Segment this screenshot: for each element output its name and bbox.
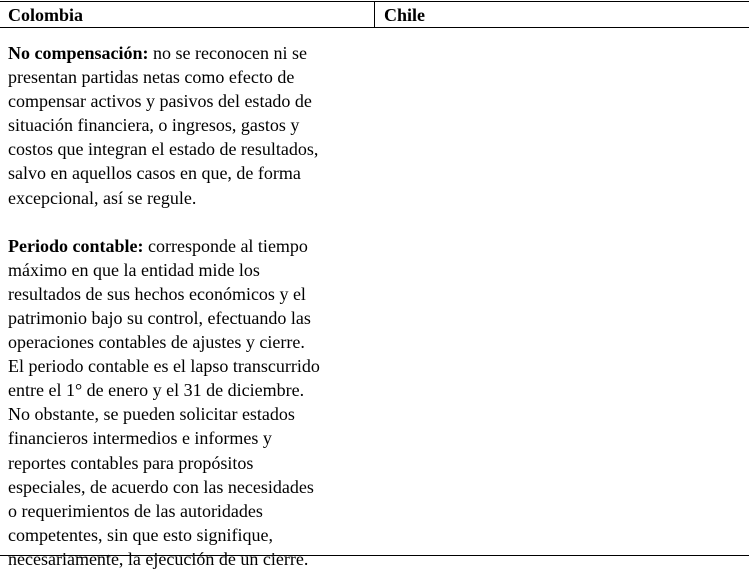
text-line: El periodo contable es el lapso transcurrido: [8, 356, 320, 377]
text-line: competentes, sin que esto signifique,: [8, 524, 273, 545]
text-line: [8, 234, 368, 258]
text-line: costos que integran el estado de resultados,: [8, 139, 319, 160]
text-line: patrimonio bajo su control, efectuando las: [8, 307, 311, 328]
text-line: o requerimientos de las autoridades: [8, 500, 263, 521]
text-line: especiales, de acuerdo con las necesidades: [8, 476, 314, 497]
text-line: resultados de sus hechos económicos y el: [8, 283, 306, 304]
text-line: operaciones contables de ajustes y cierre.: [8, 332, 305, 353]
text-line: financieros intermedios e informes y: [8, 428, 272, 449]
term-no-compensacion: No compensación:: [8, 43, 149, 63]
text-line: necesariamente, la ejecución de un cierre.: [8, 548, 309, 569]
text-line: compensar activos y pasivos del estado de: [8, 91, 312, 112]
text-line: situación financiera, o ingresos, gastos y: [8, 115, 300, 136]
text-line: máximo en que la entidad mide los: [8, 259, 260, 280]
text-line: presentan partidas netas como efecto de: [8, 67, 295, 88]
colombia-cell: [8, 41, 368, 571]
text-line: No obstante, se pueden solicitar estados: [8, 404, 295, 425]
text-line: excepcional, así se regule.: [8, 187, 197, 208]
column-header-chile: Chile: [384, 5, 426, 25]
text-segment: corresponde al tiempo: [143, 235, 308, 256]
term-periodo-contable: Periodo contable:: [8, 235, 144, 256]
column-header-colombia: Colombia: [8, 5, 84, 25]
text-line: entre el 1° de enero y el 31 de diciembre.: [8, 380, 305, 401]
table-header-rule: [0, 27, 749, 28]
header-column-divider: [374, 1, 375, 27]
paragraph-no-compensacion: [8, 41, 368, 210]
text-line: reportes contables para propósitos: [8, 452, 254, 473]
text-line: [8, 41, 368, 65]
text-line: salvo en aquellos casos en que, de forma: [8, 163, 301, 184]
text-segment: no se reconocen ni se: [148, 43, 307, 63]
paragraph-periodo-contable: [8, 234, 368, 571]
